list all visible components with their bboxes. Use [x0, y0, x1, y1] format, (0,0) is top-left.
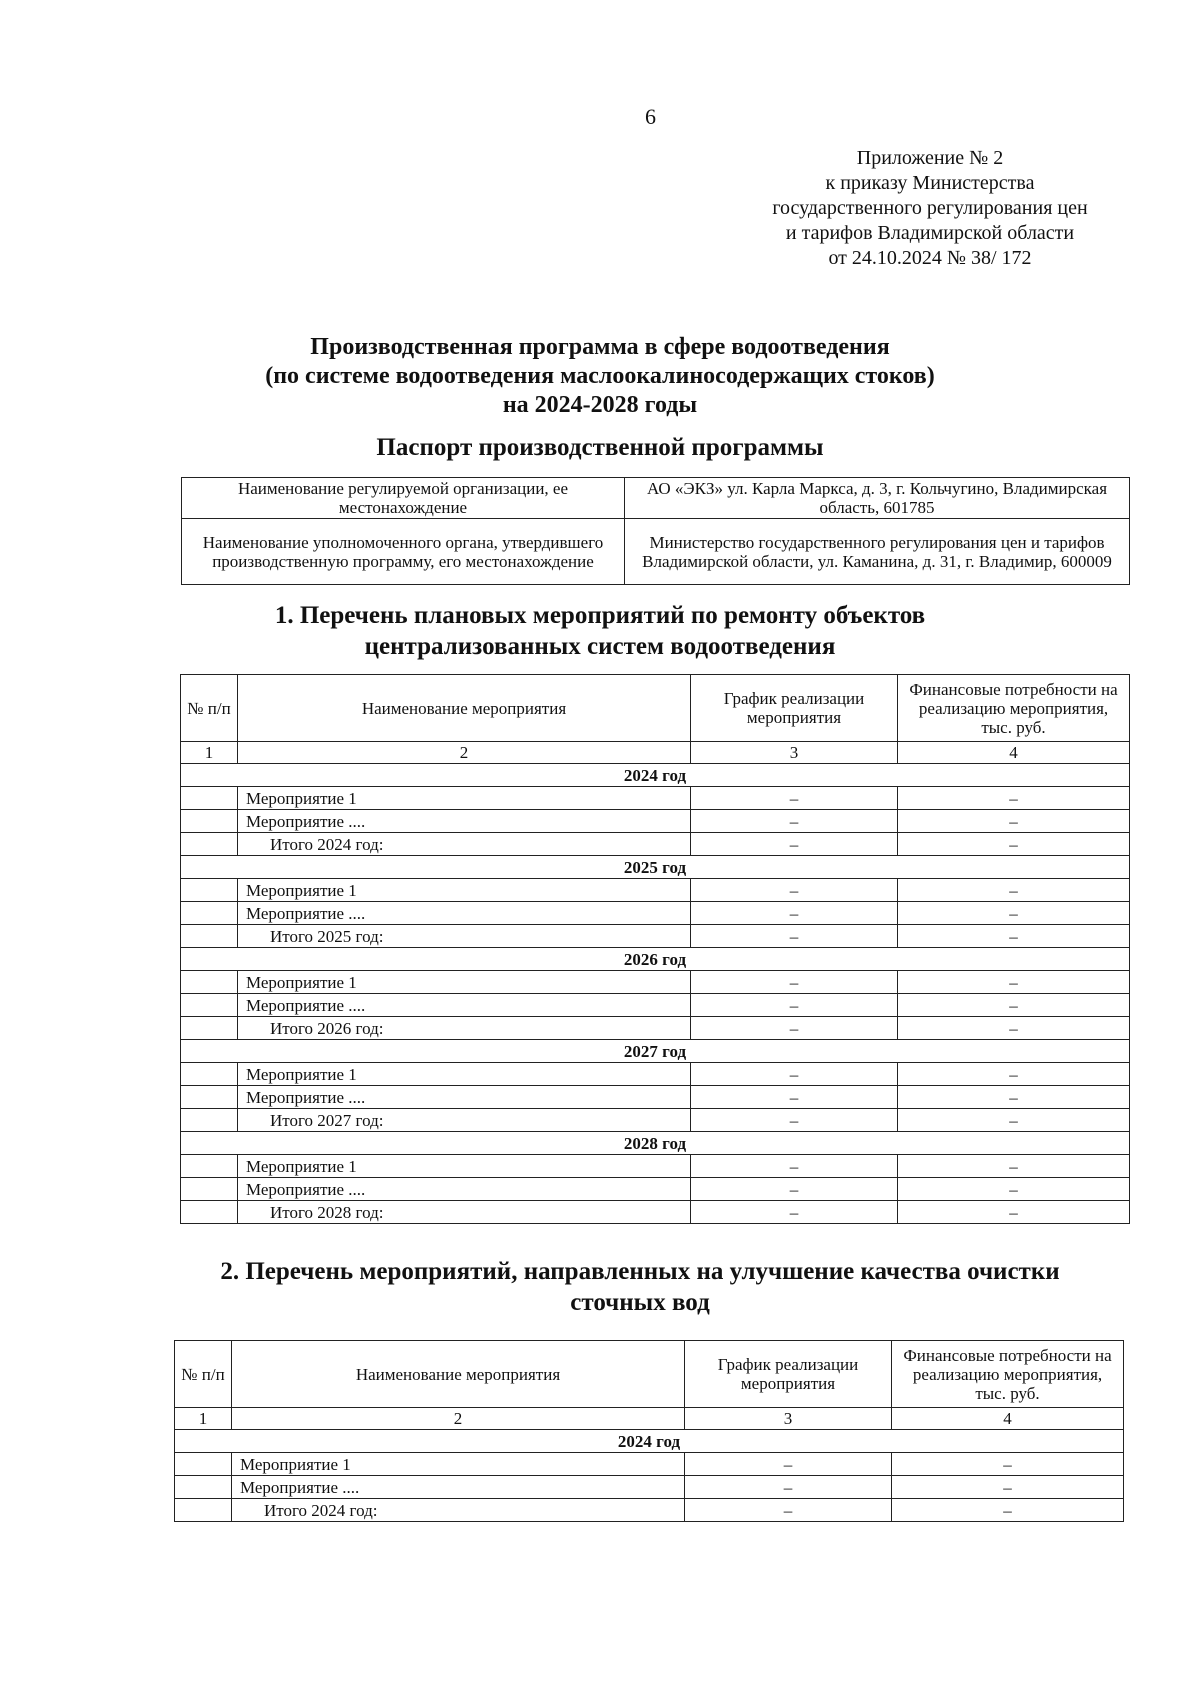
- appendix-line: государственного регулирования цен: [772, 197, 1088, 219]
- appendix-line: к приказу Министерства: [825, 172, 1035, 194]
- table-row: [181, 1017, 1130, 1040]
- column-number: 3: [685, 1408, 892, 1430]
- measure-name: Мероприятие 1: [238, 879, 691, 902]
- measure-name: Итого 2028 год:: [238, 1201, 691, 1224]
- measure-finance: –: [892, 1476, 1124, 1499]
- passport-org-label: Наименование регулируемой организации, ее местонахождение: [182, 478, 625, 519]
- year-row: [181, 764, 1130, 787]
- measure-finance: –: [898, 879, 1130, 902]
- measure-finance: –: [898, 902, 1130, 925]
- passport-title: Паспорт производственной программы: [376, 434, 824, 461]
- table-row: [181, 810, 1130, 833]
- measure-finance: –: [898, 833, 1130, 856]
- column-number: 2: [238, 742, 691, 764]
- section2-title-line: 2. Перечень мероприятий, направленных на улучшение качества очистки: [220, 1258, 1060, 1285]
- measure-name: Итого 2025 год:: [238, 925, 691, 948]
- row-number: [181, 1155, 238, 1178]
- measure-finance: –: [898, 1109, 1130, 1132]
- measure-name: Итого 2027 год:: [238, 1109, 691, 1132]
- measure-schedule: –: [691, 1063, 898, 1086]
- table-row: [181, 1155, 1130, 1178]
- measure-finance: –: [898, 1017, 1130, 1040]
- table-row: [181, 1201, 1130, 1224]
- measure-name: Мероприятие ....: [238, 810, 691, 833]
- row-number: [181, 925, 238, 948]
- year-label: 2027 год: [181, 1040, 1130, 1063]
- row-number: [181, 1178, 238, 1201]
- table-row: [175, 1453, 1124, 1476]
- row-number: [181, 810, 238, 833]
- measure-schedule: –: [691, 1155, 898, 1178]
- page-number: 6: [645, 104, 656, 129]
- measure-name: Мероприятие 1: [238, 1155, 691, 1178]
- measure-finance: –: [898, 1086, 1130, 1109]
- measure-schedule: –: [685, 1453, 892, 1476]
- appendix-line: Приложение № 2: [856, 147, 1004, 169]
- table-row: [181, 994, 1130, 1017]
- measure-schedule: –: [691, 879, 898, 902]
- year-label: 2024 год: [181, 764, 1130, 787]
- measure-finance: –: [898, 1178, 1130, 1201]
- measure-finance: –: [898, 1155, 1130, 1178]
- measure-finance: –: [898, 1063, 1130, 1086]
- column-number: 2: [232, 1408, 685, 1430]
- table-row: [181, 1109, 1130, 1132]
- measure-name: Итого 2024 год:: [238, 833, 691, 856]
- measure-schedule: –: [691, 787, 898, 810]
- year-label: 2026 год: [181, 948, 1130, 971]
- header-row: [181, 675, 1130, 742]
- measure-finance: –: [898, 994, 1130, 1017]
- row-number: [181, 971, 238, 994]
- treatment-plan-table: [174, 1340, 1124, 1522]
- repair-plan-table: [180, 674, 1130, 1224]
- table-row: [181, 925, 1130, 948]
- row-number: [181, 879, 238, 902]
- header-finance: Финансовые потребности на реализацию мероприятия, тыс. руб.: [892, 1341, 1124, 1408]
- program-title-line: (по системе водоотведения маслоокалиносодержащих стоков): [265, 363, 935, 389]
- row-number: [181, 787, 238, 810]
- measure-finance: –: [892, 1453, 1124, 1476]
- table-row: [181, 879, 1130, 902]
- year-label: 2025 год: [181, 856, 1130, 879]
- measure-schedule: –: [685, 1476, 892, 1499]
- section2-title-line: сточных вод: [570, 1289, 710, 1316]
- measure-schedule: –: [691, 1086, 898, 1109]
- column-number: 4: [892, 1408, 1124, 1430]
- year-row: [181, 856, 1130, 879]
- measure-finance: –: [898, 787, 1130, 810]
- column-number-row: [175, 1408, 1124, 1430]
- measure-finance: –: [898, 1201, 1130, 1224]
- measure-schedule: –: [691, 810, 898, 833]
- table-row: [181, 971, 1130, 994]
- measure-schedule: –: [691, 971, 898, 994]
- measure-schedule: –: [691, 902, 898, 925]
- measure-schedule: –: [691, 1201, 898, 1224]
- year-label: 2024 год: [175, 1430, 1124, 1453]
- header-name: Наименование мероприятия: [238, 675, 691, 742]
- table-row: [181, 1178, 1130, 1201]
- measure-name: Мероприятие ....: [238, 994, 691, 1017]
- year-row: [181, 948, 1130, 971]
- appendix-line: от 24.10.2024 № 38/ 172: [828, 247, 1032, 269]
- row-number: [181, 994, 238, 1017]
- header-num: № п/п: [181, 675, 238, 742]
- measure-schedule: –: [691, 925, 898, 948]
- passport-authority-label: Наименование уполномоченного органа, утвердившего производственную программу, его местонахождение: [182, 519, 625, 585]
- measure-schedule: –: [691, 1017, 898, 1040]
- measure-schedule: –: [691, 1178, 898, 1201]
- row-number: [181, 1109, 238, 1132]
- table-row: [181, 833, 1130, 856]
- measure-schedule: –: [691, 1109, 898, 1132]
- measure-name: Мероприятие ....: [238, 902, 691, 925]
- table-row: [175, 1499, 1124, 1522]
- appendix-block: [740, 146, 1120, 271]
- header-schedule: График реализации мероприятия: [685, 1341, 892, 1408]
- header-num: № п/п: [175, 1341, 232, 1408]
- measure-name: Мероприятие ....: [232, 1476, 685, 1499]
- row-number: [181, 902, 238, 925]
- measure-finance: –: [898, 925, 1130, 948]
- table-row: [181, 787, 1130, 810]
- program-title-line: на 2024-2028 годы: [502, 392, 698, 418]
- measure-name: Мероприятие 1: [232, 1453, 685, 1476]
- column-number-row: [181, 742, 1130, 764]
- measure-name: Мероприятие ....: [238, 1178, 691, 1201]
- header-row: [175, 1341, 1124, 1408]
- year-row: [181, 1040, 1130, 1063]
- measure-schedule: –: [691, 994, 898, 1017]
- appendix-line: и тарифов Владимирской области: [785, 222, 1075, 244]
- column-number: 4: [898, 742, 1130, 764]
- measure-name: Итого 2026 год:: [238, 1017, 691, 1040]
- measure-name: Итого 2024 год:: [232, 1499, 685, 1522]
- table-row: [181, 902, 1130, 925]
- program-title-line: Производственная программа в сфере водоотведения: [310, 334, 890, 360]
- measure-name: Мероприятие 1: [238, 1063, 691, 1086]
- year-label: 2028 год: [181, 1132, 1130, 1155]
- row-number: [181, 1017, 238, 1040]
- program-title: [180, 333, 1020, 420]
- measure-finance: –: [892, 1499, 1124, 1522]
- measure-name: Мероприятие ....: [238, 1086, 691, 1109]
- measure-finance: –: [898, 810, 1130, 833]
- measure-schedule: –: [691, 833, 898, 856]
- table-row: [181, 1063, 1130, 1086]
- section1-title-line: централизованных систем водоотведения: [364, 633, 836, 660]
- year-row: [181, 1132, 1130, 1155]
- row-number: [181, 1201, 238, 1224]
- header-name: Наименование мероприятия: [232, 1341, 685, 1408]
- column-number: 1: [181, 742, 238, 764]
- passport-table: [181, 477, 1130, 585]
- row-number: [181, 1086, 238, 1109]
- section2-title: [170, 1256, 1110, 1318]
- table-row: [181, 1086, 1130, 1109]
- column-number: 1: [175, 1408, 232, 1430]
- measure-name: Мероприятие 1: [238, 971, 691, 994]
- row-number: [181, 833, 238, 856]
- passport-authority-value: Министерство государственного регулирования цен и тарифов Владимирской области, ул. Каманина, д. 31, г. Владимир, 600009: [625, 519, 1130, 585]
- section1-title: [180, 600, 1020, 662]
- row-number: [175, 1499, 232, 1522]
- measure-finance: –: [898, 971, 1130, 994]
- header-schedule: График реализации мероприятия: [691, 675, 898, 742]
- header-finance: Финансовые потребности на реализацию мероприятия, тыс. руб.: [898, 675, 1130, 742]
- row-number: [181, 1063, 238, 1086]
- column-number: 3: [691, 742, 898, 764]
- row-number: [175, 1476, 232, 1499]
- section1-title-line: 1. Перечень плановых мероприятий по ремонту объектов: [274, 602, 926, 629]
- row-number: [175, 1453, 232, 1476]
- table-row: [175, 1476, 1124, 1499]
- year-row: [175, 1430, 1124, 1453]
- passport-org-value: АО «ЭКЗ» ул. Карла Маркса, д. 3, г. Кольчугино, Владимирская область, 601785: [625, 478, 1130, 519]
- measure-schedule: –: [685, 1499, 892, 1522]
- measure-name: Мероприятие 1: [238, 787, 691, 810]
